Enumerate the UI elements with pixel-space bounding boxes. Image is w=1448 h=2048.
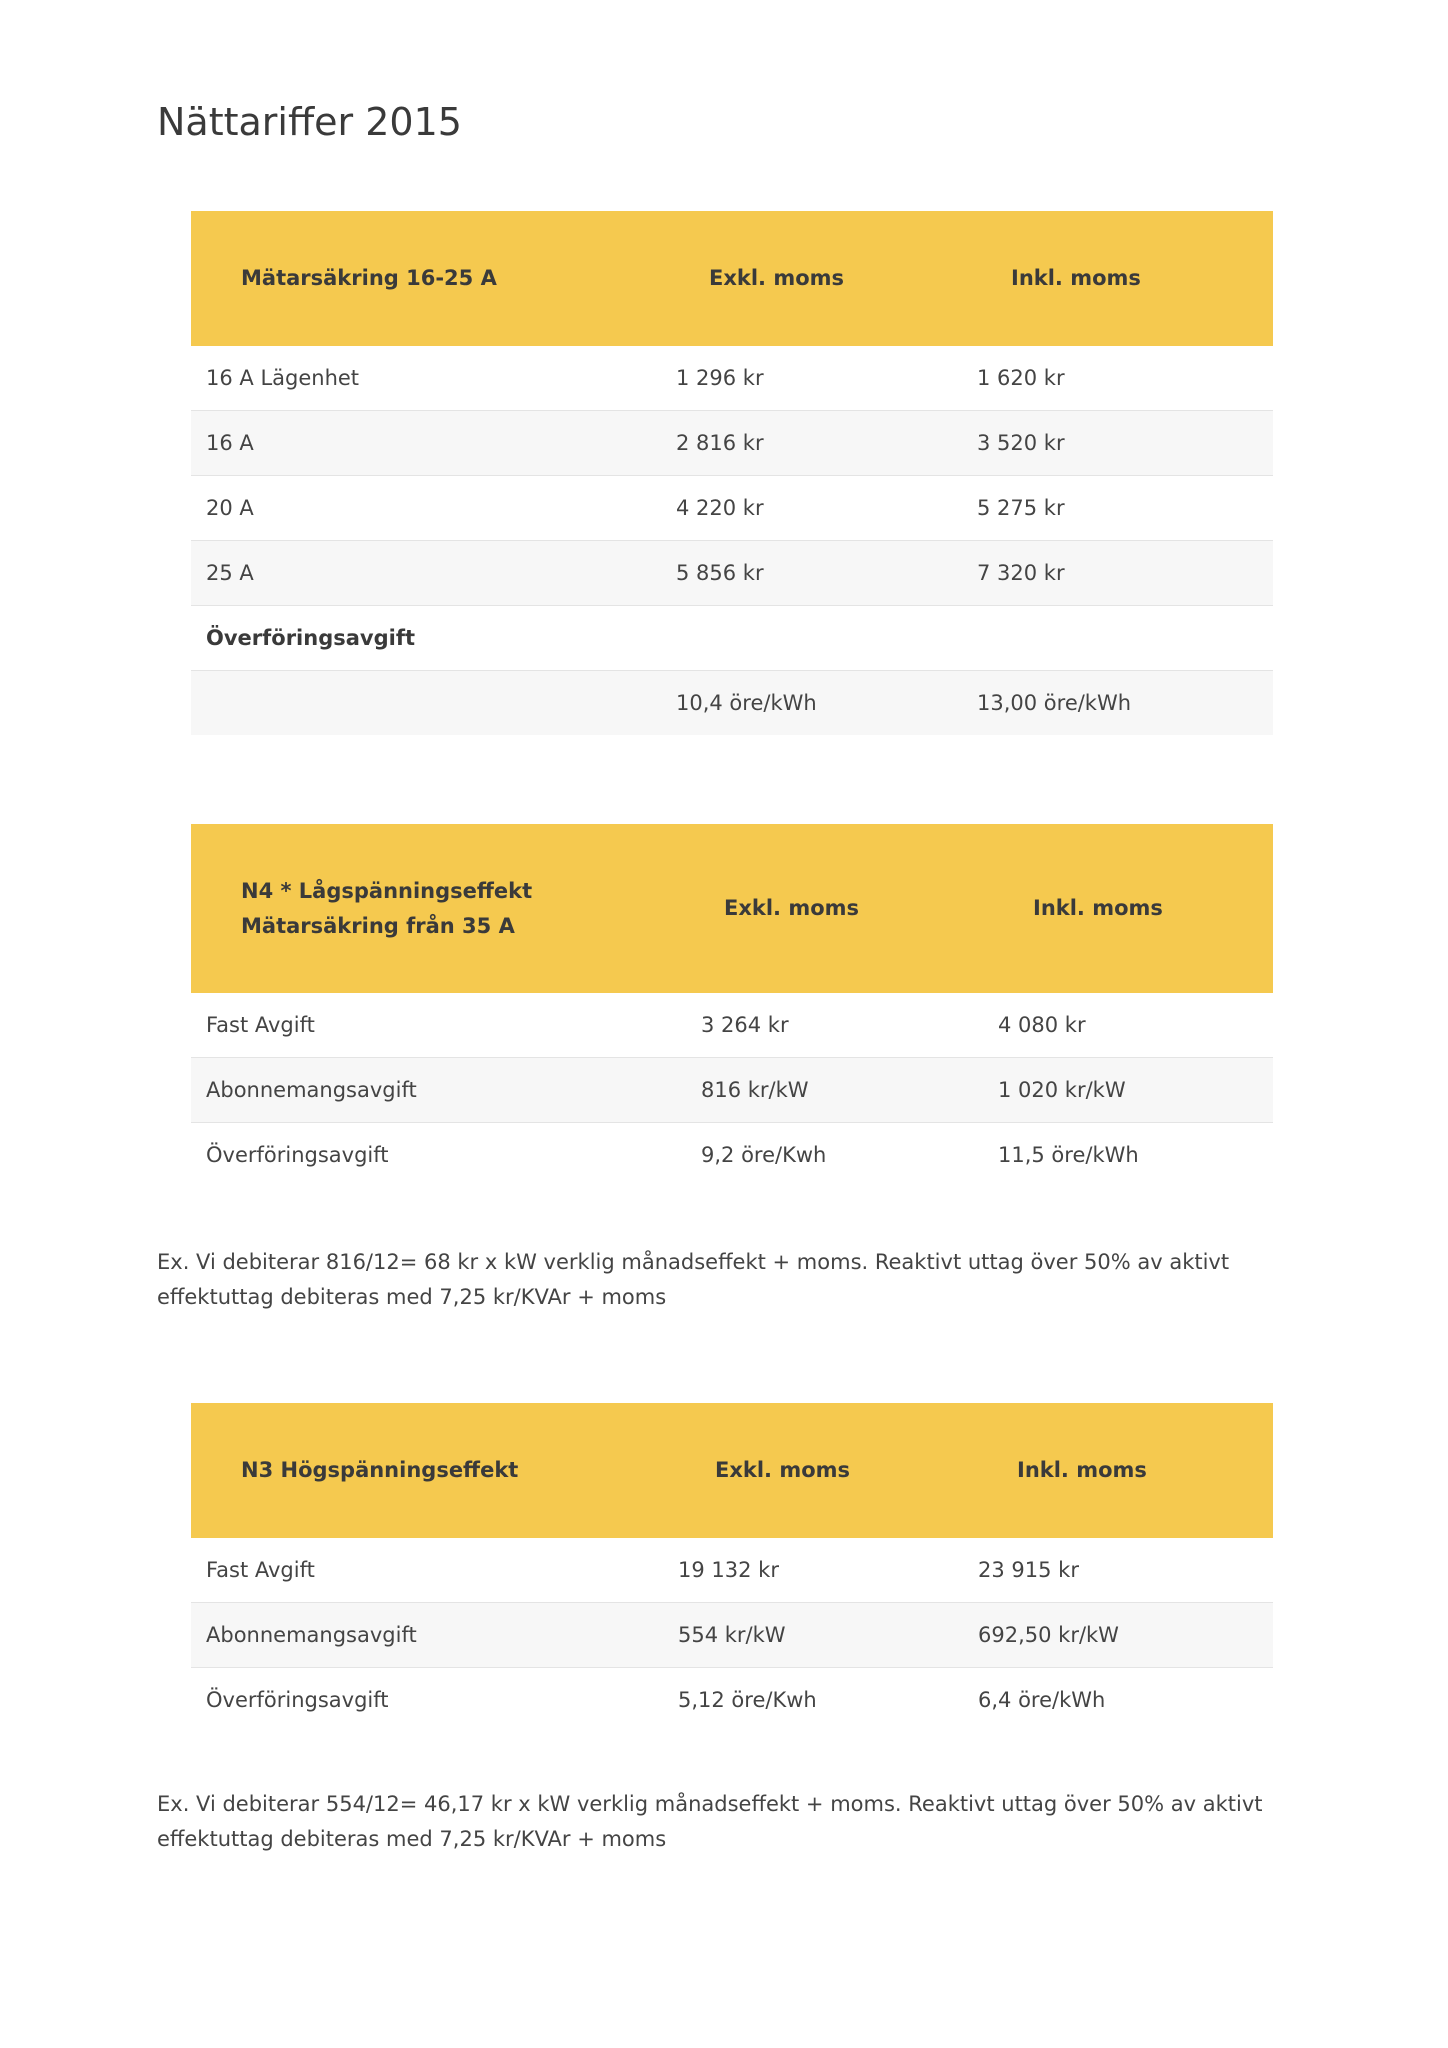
excl-vat-value: 4 220 kr (676, 496, 764, 520)
table-row (191, 1058, 1273, 1123)
table-header (191, 1403, 1273, 1538)
excl-vat-value: 19 132 kr (678, 1558, 779, 1582)
incl-vat-value: 7 320 kr (977, 561, 1065, 585)
header-cell-excl-vat: Exkl. moms (676, 211, 977, 346)
page-title: Nättariffer 2015 (157, 100, 462, 144)
table-row (191, 541, 1273, 606)
header-line-1: N4 * Lågspänningseffekt (241, 878, 533, 903)
incl-vat-value (977, 606, 1273, 671)
header-cell-tariff (191, 824, 701, 993)
incl-vat-value: 1 020 kr/kW (998, 1078, 1126, 1102)
tariff-table-n3-high-voltage (191, 1403, 1273, 1732)
header-cell-excl-vat: Exkl. moms (701, 824, 998, 993)
excl-vat-value: 5,12 öre/Kwh (678, 1688, 817, 1712)
table-row (191, 993, 1273, 1058)
incl-vat-value: 13,00 öre/kWh (977, 691, 1132, 715)
table-row (191, 476, 1273, 541)
incl-vat-value: 4 080 kr (998, 1013, 1086, 1037)
incl-vat-value: 11,5 öre/kWh (998, 1143, 1139, 1167)
tariff-table-fuse-16-25 (191, 211, 1273, 735)
incl-vat-value: 3 520 kr (977, 431, 1065, 455)
tariff-table-n4-low-voltage (191, 824, 1273, 1187)
excl-vat-value: 10,4 öre/kWh (676, 691, 817, 715)
excl-vat-value: 5 856 kr (676, 561, 764, 585)
excl-vat-value: 9,2 öre/Kwh (701, 1143, 827, 1167)
header-cell-incl-vat: Inkl. moms (998, 824, 1273, 993)
row-label: Fast Avgift (206, 1013, 315, 1037)
incl-vat-value: 23 915 kr (978, 1558, 1079, 1582)
excl-vat-value: 3 264 kr (701, 1013, 789, 1037)
incl-vat-value: 1 620 kr (977, 366, 1065, 390)
row-label: Abonnemangsavgift (206, 1078, 417, 1102)
row-label: Överföringsavgift (206, 626, 416, 650)
table-row (191, 411, 1273, 476)
row-label (191, 671, 676, 736)
row-label: Fast Avgift (206, 1558, 315, 1582)
row-label: Överföringsavgift (206, 1688, 389, 1712)
table-row (191, 1538, 1273, 1603)
incl-vat-value: 5 275 kr (977, 496, 1065, 520)
row-label: Abonnemangsavgift (206, 1623, 417, 1647)
table-row (191, 346, 1273, 411)
excl-vat-value: 554 kr/kW (678, 1623, 786, 1647)
excl-vat-value (676, 606, 977, 671)
excl-vat-value: 816 kr/kW (701, 1078, 809, 1102)
table-header (191, 211, 1273, 346)
table-header (191, 824, 1273, 993)
excl-vat-value: 1 296 kr (676, 366, 764, 390)
header-cell-incl-vat: Inkl. moms (977, 211, 1273, 346)
table-row (191, 1668, 1273, 1733)
table-row (191, 1603, 1273, 1668)
header-cell-excl-vat: Exkl. moms (678, 1403, 978, 1538)
table-row (191, 1123, 1273, 1188)
incl-vat-value: 692,50 kr/kW (978, 1623, 1119, 1647)
incl-vat-value: 6,4 öre/kWh (978, 1688, 1106, 1712)
note-n4: Ex. Vi debiterar 816/12= 68 kr x kW verklig månadseffekt + moms. Reaktivt uttag över 50% av aktivt effektuttag debiteras med 7,25 kr/KVAr + moms (157, 1250, 1230, 1309)
table-row (191, 671, 1273, 736)
note-n3: Ex. Vi debiterar 554/12= 46,17 kr x kW verklig månadseffekt + moms. Reaktivt uttag över 50% av aktivt effektuttag debiteras med 7,25 kr/KVAr + moms (157, 1792, 1263, 1851)
row-label: 20 A (206, 496, 254, 520)
excl-vat-value: 2 816 kr (676, 431, 764, 455)
header-line-2: Mätarsäkring från 35 A (241, 913, 515, 938)
header-cell-incl-vat: Inkl. moms (978, 1403, 1273, 1538)
row-label: 25 A (206, 561, 254, 585)
row-label: 16 A Lägenhet (206, 366, 360, 390)
table-row (191, 606, 1273, 671)
row-label: Överföringsavgift (206, 1143, 389, 1167)
header-cell-fuse: Mätarsäkring 16-25 A (191, 211, 676, 346)
header-cell-tariff: N3 Högspänningseffekt (191, 1403, 678, 1538)
row-label: 16 A (206, 431, 254, 455)
